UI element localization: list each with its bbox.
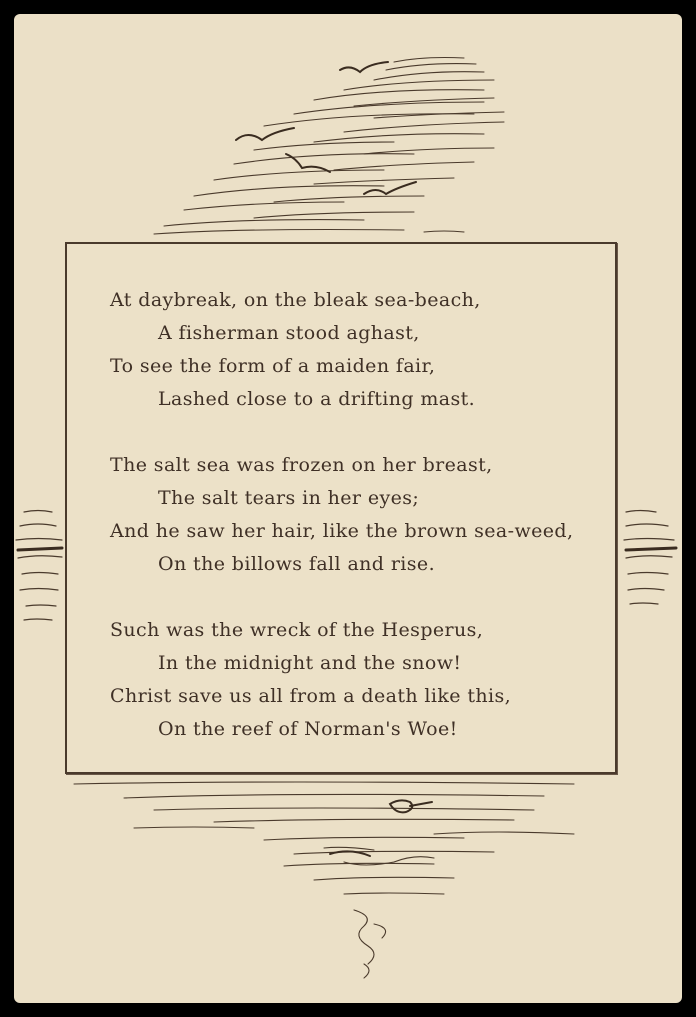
poem-line: The salt tears in her eyes; — [158, 487, 420, 509]
poem-line: At daybreak, on the bleak sea-beach, — [110, 289, 481, 311]
poem-stanza — [110, 284, 573, 416]
poem-line: Lashed close to a drifting mast. — [158, 388, 476, 410]
book-page — [14, 14, 682, 1003]
poem — [110, 284, 573, 779]
poem-stanza — [110, 449, 573, 581]
poem-line: Christ save us all from a death like this, — [110, 685, 512, 707]
poem-line: In the midnight and the snow! — [158, 652, 462, 674]
poem-line: A fisherman stood aghast, — [158, 322, 420, 344]
poem-line: The salt sea was frozen on her breast, — [110, 454, 493, 476]
poem-frame — [65, 242, 617, 774]
poem-line: On the billows fall and rise. — [158, 553, 436, 575]
poem-line: And he saw her hair, like the brown sea-weed, — [110, 520, 574, 542]
poem-line: On the reef of Norman's Woe! — [158, 718, 458, 740]
poem-line: To see the form of a maiden fair, — [110, 355, 436, 377]
poem-line: Such was the wreck of the Hesperus, — [110, 619, 484, 641]
poem-stanza — [110, 614, 573, 746]
